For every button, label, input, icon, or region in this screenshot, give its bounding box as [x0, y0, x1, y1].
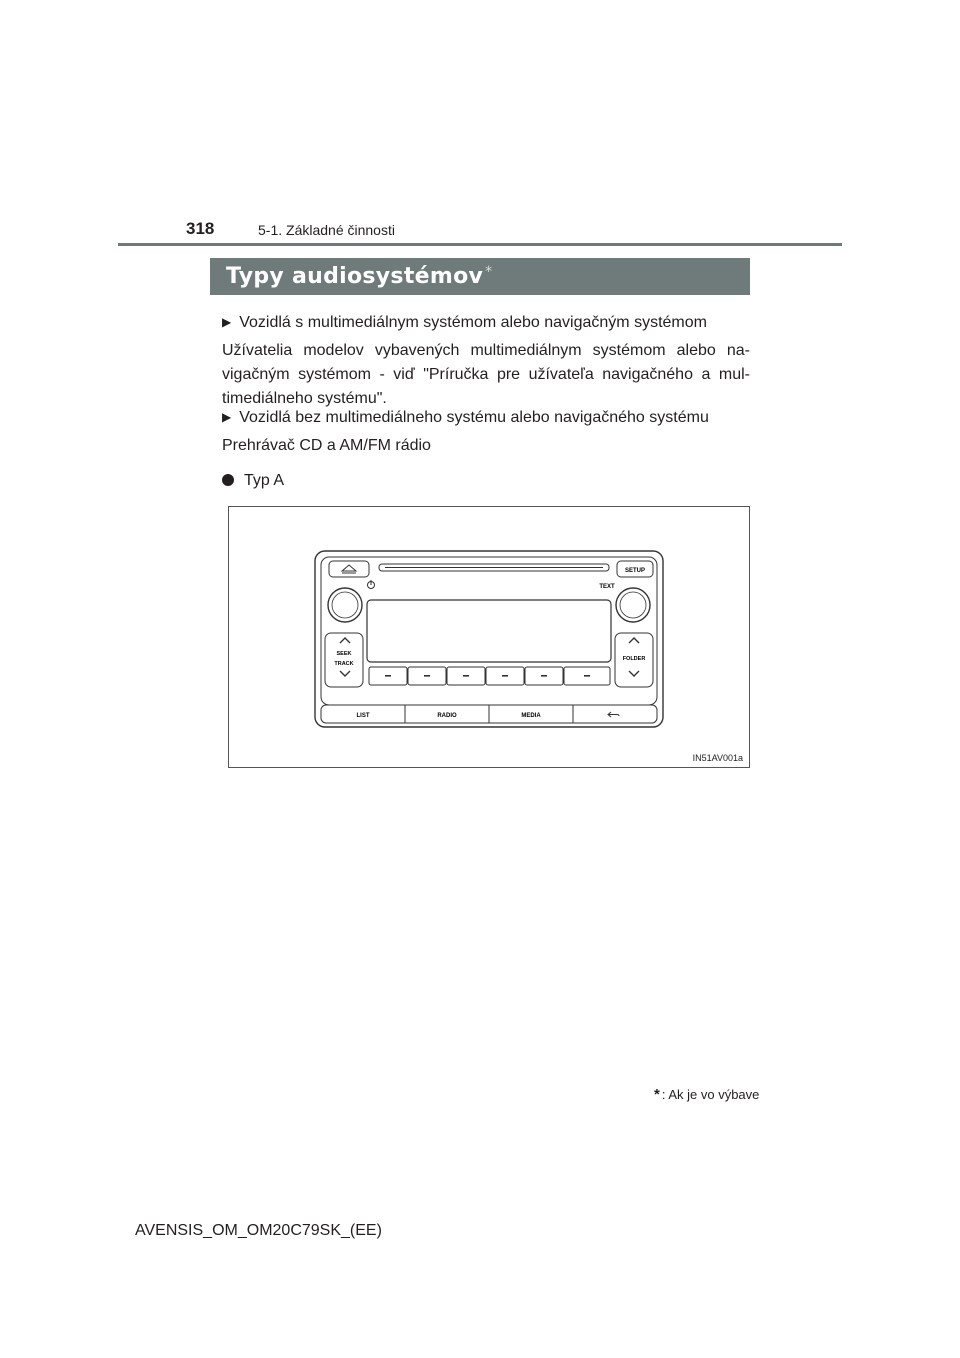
bullet-no-multimedia [222, 406, 709, 430]
triangle-bullet-icon: ▶ [222, 315, 232, 329]
text-label: TEXT [599, 584, 615, 590]
audio-unit-illustration [229, 507, 749, 767]
eject-button [329, 561, 369, 577]
header-rule [118, 243, 842, 246]
preset-buttons [369, 667, 610, 685]
tune-scroll-knob [616, 588, 650, 622]
power-volume-knob [328, 588, 362, 622]
display-screen [367, 600, 611, 662]
document-id: AVENSIS_OM_OM20C79SK_(EE) [135, 1222, 382, 1239]
bullet-text: Vozidlá bez multimediálneho systému alebo navigačného systému [239, 409, 709, 426]
setup-label: SETUP [624, 568, 646, 574]
title-marker: * [485, 264, 493, 280]
figure-code: IN51AV001a [692, 753, 743, 763]
chapter-heading: 5-1. Základné činnosti [258, 222, 395, 238]
track-label: TRACK [334, 661, 354, 667]
audio-unit-figure [228, 506, 750, 768]
bullet-multimedia [222, 311, 707, 335]
circle-bullet-icon [222, 474, 234, 486]
type-item [222, 469, 284, 493]
footnote-text: : Ak je vo výbave [661, 1087, 760, 1102]
section-title-text: Typy audiosystémov [226, 264, 484, 289]
media-button: MEDIA [521, 713, 541, 719]
page-number: 318 [186, 219, 215, 238]
section-title [226, 264, 492, 289]
paragraph-navigation: Užívatelia modelov vybavených multimediálnym systémom alebo na-vigačným systémom - viď "Príručka pre užívateľa navigačného a mul-timediálneho systému". [222, 342, 750, 407]
triangle-bullet-icon: ▶ [222, 410, 232, 424]
paragraph-cd-radio: Prehrávač CD a AM/FM rádio [222, 437, 431, 454]
folder-label: FOLDER [622, 656, 646, 662]
bullet-text: Vozidlá s multimediálnym systémom alebo navigačným systémom [239, 314, 707, 331]
type-label: Typ A [244, 472, 285, 489]
list-button: LIST [356, 713, 370, 719]
footnote [654, 1086, 759, 1103]
seek-track-button [325, 633, 363, 687]
seek-label: SEEK [336, 651, 352, 657]
footnote-marker: * [654, 1086, 660, 1103]
radio-button: RADIO [437, 713, 457, 719]
